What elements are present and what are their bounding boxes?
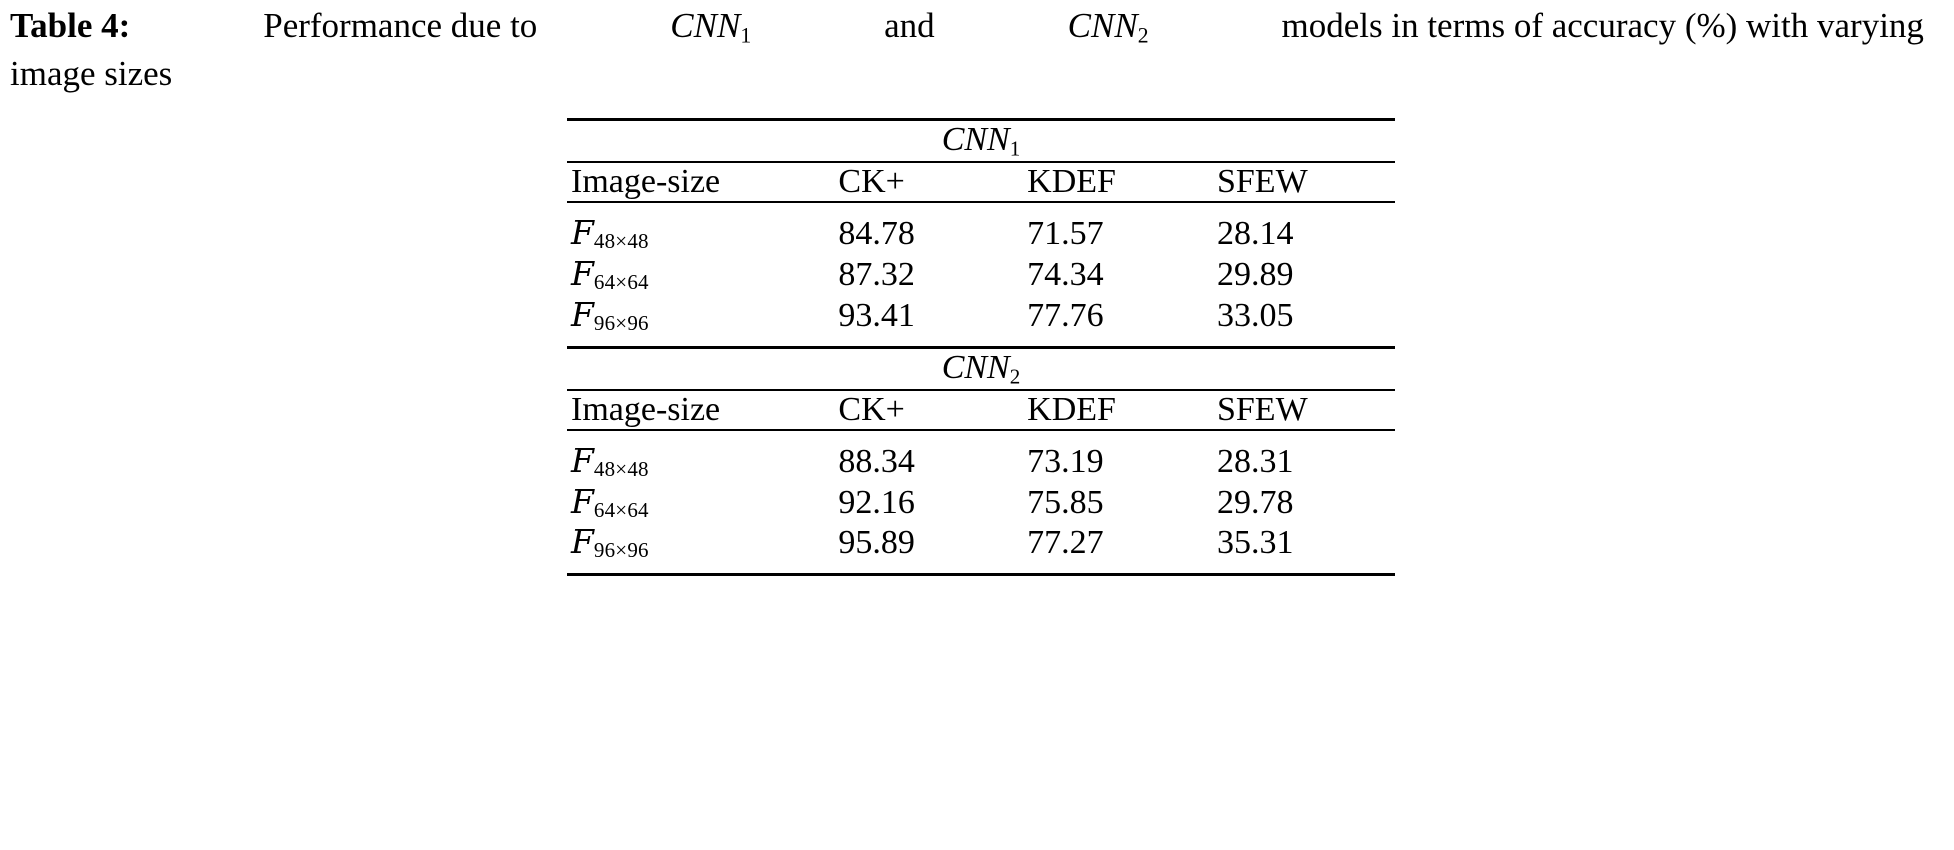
column-header-kdef: KDEF bbox=[1027, 390, 1116, 428]
cell-kdef: 75.85 bbox=[1027, 483, 1104, 521]
table-caption bbox=[0, 0, 1934, 97]
column-header-row-2 bbox=[567, 390, 1395, 429]
table-row bbox=[567, 522, 1395, 563]
cell-ckplus: 87.32 bbox=[838, 256, 915, 294]
cell-sfew: 28.14 bbox=[1216, 215, 1294, 253]
caption-model-1: $CNN_1$ bbox=[670, 6, 752, 48]
cell-ckplus: 92.16 bbox=[838, 483, 915, 521]
cell-ckplus: 95.89 bbox=[838, 524, 915, 562]
caption-text-1: Performance due to bbox=[263, 6, 538, 45]
group-header-cnn2: $CNN_2$ bbox=[941, 348, 1021, 388]
row-label: F96×96 bbox=[571, 522, 649, 563]
column-header-image-size: Image-size bbox=[571, 390, 721, 428]
cell-sfew: 35.31 bbox=[1216, 524, 1294, 562]
table-row bbox=[567, 254, 1395, 295]
cell-sfew: 29.78 bbox=[1216, 483, 1294, 521]
row-label: F48×48 bbox=[571, 213, 649, 254]
table-row bbox=[567, 482, 1395, 523]
spacer bbox=[567, 336, 1395, 346]
spacer bbox=[567, 202, 1395, 213]
group-header-cnn1: $CNN_1$ bbox=[941, 121, 1021, 161]
column-header-ckplus: CK+ bbox=[838, 163, 905, 201]
caption-text-2: and bbox=[884, 6, 935, 45]
column-header-kdef: KDEF bbox=[1027, 163, 1116, 201]
row-label: F64×64 bbox=[571, 481, 649, 522]
cell-sfew: 28.31 bbox=[1216, 442, 1294, 480]
cell-kdef: 74.34 bbox=[1027, 256, 1104, 294]
row-label: F96×96 bbox=[571, 294, 649, 335]
column-header-sfew: SFEW bbox=[1216, 390, 1308, 428]
column-header-row-1 bbox=[567, 162, 1395, 201]
caption-line-1 bbox=[10, 4, 1924, 50]
cell-kdef: 77.27 bbox=[1027, 524, 1104, 562]
cell-kdef: 71.57 bbox=[1027, 215, 1104, 253]
cell-kdef: 77.76 bbox=[1027, 296, 1104, 334]
table-bottom-rule bbox=[567, 573, 1395, 575]
results-table bbox=[567, 118, 1395, 576]
caption-model-2: $CNN_2$ bbox=[1067, 6, 1149, 48]
table-row bbox=[567, 213, 1395, 254]
column-header-sfew: SFEW bbox=[1216, 163, 1308, 201]
cell-sfew: 33.05 bbox=[1216, 296, 1294, 334]
cell-sfew: 29.89 bbox=[1216, 256, 1294, 294]
row-label: F64×64 bbox=[571, 254, 649, 294]
cell-kdef: 73.19 bbox=[1027, 442, 1104, 480]
table-row bbox=[567, 295, 1395, 336]
caption-label: Table 4: bbox=[10, 6, 131, 45]
column-header-image-size: Image-size bbox=[571, 163, 721, 201]
caption-text-3: models in terms of accuracy (%) with varying bbox=[1281, 6, 1924, 45]
results-table-wrapper bbox=[567, 118, 1395, 576]
spacer bbox=[567, 430, 1395, 441]
table-row bbox=[567, 441, 1395, 482]
cell-ckplus: 88.34 bbox=[838, 442, 915, 480]
row-label: F48×48 bbox=[571, 440, 649, 481]
column-header-ckplus: CK+ bbox=[838, 390, 905, 428]
spacer bbox=[567, 563, 1395, 573]
caption-line-2: image sizes bbox=[10, 54, 173, 94]
cell-ckplus: 84.78 bbox=[838, 215, 915, 253]
cell-ckplus: 93.41 bbox=[838, 296, 915, 334]
